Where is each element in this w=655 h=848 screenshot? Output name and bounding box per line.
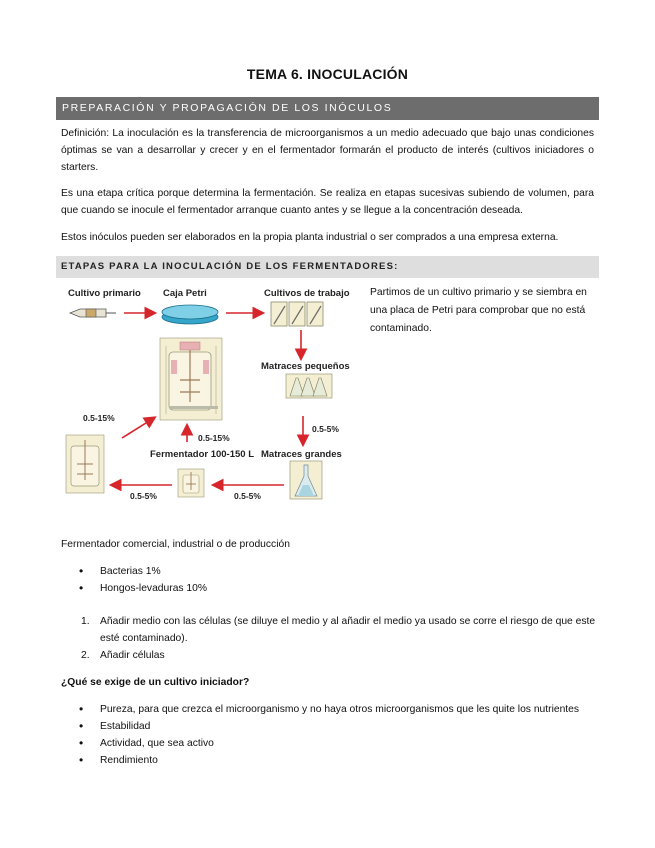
fermentador-label: Fermentador comercial, industrial o de producción <box>61 539 290 550</box>
paragraph-inoculos: Estos inóculos pueden ser elaborados en la propia planta industrial o ser comprados a una empresa externa. <box>61 232 559 243</box>
question-heading: ¿Qué se exige de un cultivo iniciador? <box>61 677 250 688</box>
label-fermentador-100: Fermentador 100-150 L <box>150 449 255 460</box>
arrow-left-to-industrial <box>122 418 154 438</box>
small-flasks-icon <box>286 374 332 398</box>
work-cultures-icon <box>271 302 323 326</box>
section-header: PREPARACIÓN Y PROPAGACIÓN DE LOS INÓCULOS <box>56 97 599 120</box>
petri-dish-icon <box>162 305 218 324</box>
step-text: Añadir células <box>100 650 165 661</box>
requirements-list <box>61 701 596 769</box>
list-item: • Estabilidad <box>61 718 596 735</box>
page-title: TEMA 6. INOCULACIÓN <box>246 66 409 82</box>
list-item: • Hongos-levaduras 10% <box>61 580 596 597</box>
pct-bottom-left: 0.5-5% <box>130 491 157 501</box>
cultivo-primario-icon <box>70 309 116 317</box>
label-caja-petri: Caja Petri <box>163 288 207 299</box>
list-item: • Actividad, que sea activo <box>61 735 596 752</box>
steps-list <box>61 613 596 664</box>
diagram-side-text: Partimos de un cultivo primario y se siembra en una placa de Petri para comprobar que no está contaminado. <box>370 287 587 334</box>
left-fermenter-icon <box>66 435 104 493</box>
pct-right: 0.5-5% <box>312 424 339 434</box>
label-matraces-pequenos: Matraces pequeños <box>261 361 350 372</box>
pct-left: 0.5-15% <box>83 413 115 423</box>
paragraph-definicion: Definición: La inoculación es la transferencia de microorganismos a un medio adecuado que bajo unas condiciones óptimas se van a desarrollar y crecer y en el fermentador formarán el producto de interés (cultivos iniciadores o starters. <box>61 128 594 173</box>
inoculation-diagram <box>58 280 363 510</box>
paragraph-etapa: Es una etapa crítica porque determina la fermentación. Se realiza en etapas sucesivas subiendo de volumen, para que cuando se inocule el fermentador arranque cuanto antes y se llegue a la concentración deseada. <box>61 188 594 216</box>
list-item: • Bacterias 1% <box>61 563 596 580</box>
label-cultivos-trabajo: Cultivos de trabajo <box>264 288 350 299</box>
small-fermenter-icon <box>178 469 204 497</box>
list-item <box>61 613 596 647</box>
step-text: Añadir medio con las células (se diluye el medio y al añadir el medio ya usado se corre el riesgo de que este esté contaminado). <box>100 616 596 644</box>
list-item: • Rendimiento <box>61 752 596 769</box>
fermentador-list <box>61 563 596 597</box>
label-matraces-grandes: Matraces grandes <box>261 449 342 460</box>
list-item <box>61 647 596 664</box>
industrial-fermenter-icon <box>160 338 222 420</box>
pct-bottom-right: 0.5-5% <box>234 491 261 501</box>
step-number: 1. <box>81 616 90 627</box>
large-flask-icon <box>290 461 322 499</box>
step-number: 2. <box>81 650 90 661</box>
list-item: • Pureza, para que crezca el microorganismo y no haya otros microorganismos que les quite los nutrientes <box>61 701 596 718</box>
pct-center: 0.5-15% <box>198 433 230 443</box>
subsection-header: ETAPAS PARA LA INOCULACIÓN DE LOS FERMENTADORES: <box>56 256 599 278</box>
label-cultivo-primario: Cultivo primario <box>68 288 141 299</box>
